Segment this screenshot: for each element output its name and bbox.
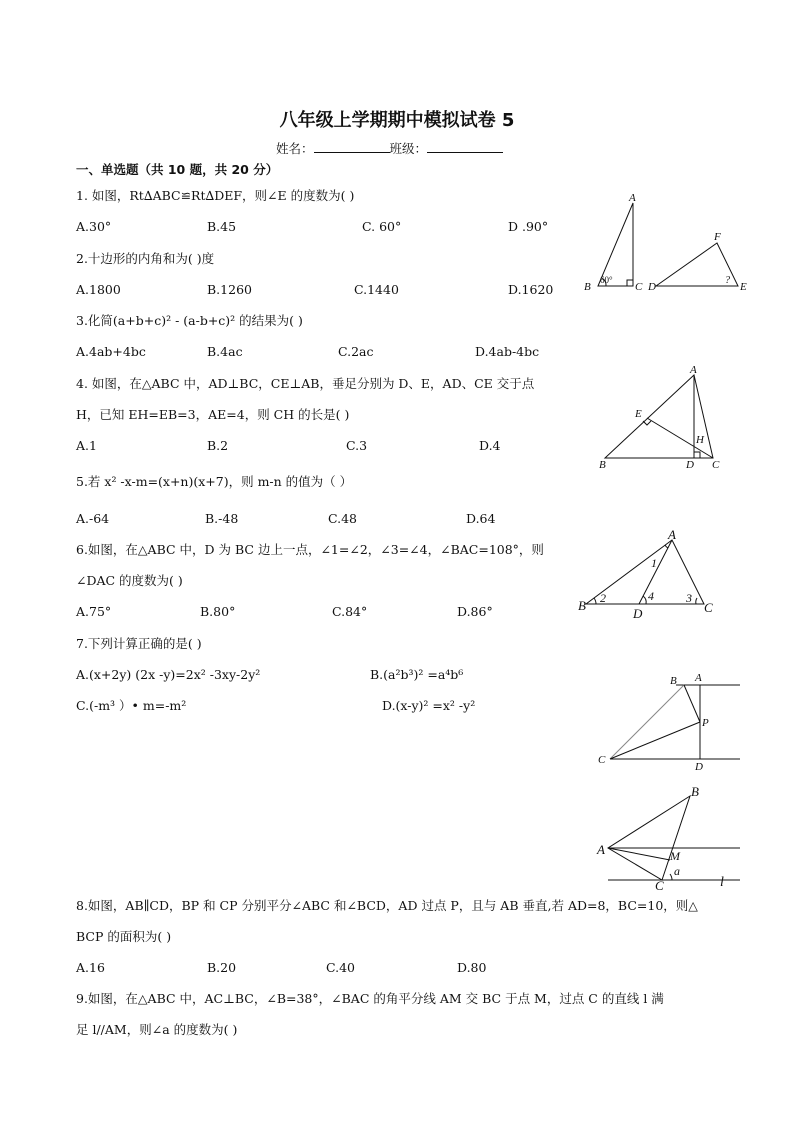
q7-option-c[interactable]: C.(-m³ ）• m=-m² xyxy=(76,698,187,713)
q3-option-d[interactable]: D.4ab-4bc xyxy=(475,344,540,359)
angle-arc-3 xyxy=(696,598,697,604)
fig1-label-d: D xyxy=(648,281,656,293)
q2-option-b[interactable]: B.1260 xyxy=(207,282,252,297)
figure-q4-triangle xyxy=(590,365,740,480)
section-heading: 一、单选题（共 10 题，共 20 分） xyxy=(76,162,279,177)
figure-q9-triangle xyxy=(594,782,744,892)
question-9-stem-line2: 足 l//AM，则∠a 的度数为( ) xyxy=(76,1022,238,1037)
fig2-label-e: E xyxy=(635,408,642,420)
right-angle-mark-d xyxy=(694,452,700,458)
fig4-label-a: A xyxy=(695,672,702,684)
q7-option-b[interactable]: B.(a²b³)² =a⁴b⁶ xyxy=(370,667,464,682)
q1-option-b[interactable]: B.45 xyxy=(207,219,237,234)
question-7-stem: 7.下列计算正确的是( ) xyxy=(76,636,202,651)
fig2-label-h: H xyxy=(696,434,704,446)
fig2-label-b: B xyxy=(599,459,606,471)
q5-option-b[interactable]: B.-48 xyxy=(205,511,239,526)
question-6-stem-line1: 6.如图，在△ABC 中，D 为 BC 边上一点，∠1=∠2，∠3=∠4，∠BAC=108°，则 xyxy=(76,542,544,557)
fig1-label-60: 60° xyxy=(600,275,613,285)
angle-arc-1 xyxy=(665,545,668,548)
fig1-label-e: E xyxy=(740,281,747,293)
segment-ad xyxy=(639,540,672,604)
fig2-label-c: C xyxy=(712,459,720,471)
class-blank[interactable] xyxy=(427,140,503,153)
q2-option-a[interactable]: A.1800 xyxy=(76,282,121,297)
fig1-label-question: ? xyxy=(725,275,730,286)
q1-option-c[interactable]: C. 60° xyxy=(362,219,402,234)
right-angle-mark-c xyxy=(627,280,633,286)
fig2-label-a: A xyxy=(690,364,697,376)
fig5-label-alpha: a xyxy=(674,864,680,878)
question-2-stem: 2.十边形的内角和为( )度 xyxy=(76,251,215,266)
fig1-label-b: B xyxy=(584,281,591,293)
fig5-label-l: l xyxy=(720,875,724,890)
page-title: 八年级上学期期中模拟试卷 5 xyxy=(279,110,515,131)
question-3-stem: 3.化简(a+b+c)² - (a-b+c)² 的结果为( ) xyxy=(76,313,303,328)
q3-option-c[interactable]: C.2ac xyxy=(338,344,374,359)
q8-option-a[interactable]: A.16 xyxy=(76,960,105,975)
question-4-stem-line1: 4. 如图，在△ABC 中，AD⊥BC，CE⊥AB，垂足分别为 D、E，AD、CE 交于点 xyxy=(76,376,535,391)
q5-option-c[interactable]: C.48 xyxy=(328,511,357,526)
question-1-stem: 1. 如图，Rt∆ABC≌Rt∆DEF，则∠E 的度数为( ) xyxy=(76,188,355,203)
right-angle-mark-e xyxy=(643,421,651,425)
question-8-stem-line1: 8.如图，AB∥CD，BP 和 CP 分别平分∠ABC 和∠BCD，AD 过点 P，且与 AB 垂直,若 AD=8，BC=10，则△ xyxy=(76,898,698,913)
q6-option-a[interactable]: A.75° xyxy=(76,604,112,619)
fig1-label-c: C xyxy=(635,281,643,293)
figure-q8-parallel xyxy=(594,670,744,775)
question-9-stem-line1: 9.如图，在△ABC 中，AC⊥BC，∠B=38°，∠BAC 的角平分线 AM 交 BC 于点 M，过点 C 的直线 l 满 xyxy=(76,991,664,1006)
q5-option-a[interactable]: A.-64 xyxy=(76,511,110,526)
q6-option-c[interactable]: C.84° xyxy=(332,604,368,619)
q1-option-a[interactable]: A.30° xyxy=(76,219,112,234)
fig3-label-c: C xyxy=(704,600,713,615)
q3-option-b[interactable]: B.4ac xyxy=(207,344,243,359)
question-4-stem-line2: H，已知 EH=EB=3，AE=4，则 CH 的长是( ) xyxy=(76,407,350,422)
q5-option-d[interactable]: D.64 xyxy=(466,511,496,526)
question-6-stem-line2: ∠DAC 的度数为( ) xyxy=(76,573,183,588)
q2-option-d[interactable]: D.1620 xyxy=(508,282,554,297)
fig3-label-3: 3 xyxy=(686,591,692,605)
fig3-label-2: 2 xyxy=(600,591,606,605)
segment-bp xyxy=(684,685,700,722)
q3-option-a[interactable]: A.4ab+4bc xyxy=(76,344,146,359)
segment-cp xyxy=(610,722,700,759)
fig5-label-m: M xyxy=(670,849,680,863)
fig3-label-b: B xyxy=(578,598,586,613)
q7-option-a[interactable]: A.(x+2y) (2x -y)=2x² -3xy-2y² xyxy=(76,667,261,682)
fig3-label-4: 4 xyxy=(648,589,654,603)
fig4-label-d: D xyxy=(695,761,703,773)
fig3-label-1: 1 xyxy=(651,556,657,570)
fig5-label-b: B xyxy=(691,784,699,799)
q1-option-d[interactable]: D .90° xyxy=(508,219,549,234)
fig2-label-d: D xyxy=(686,459,694,471)
fig4-label-c: C xyxy=(598,754,606,766)
q7-option-d[interactable]: D.(x-y)² =x² -y² xyxy=(382,698,476,713)
q4-option-b[interactable]: B.2 xyxy=(207,438,229,453)
q4-option-a[interactable]: A.1 xyxy=(76,438,97,453)
q8-option-d[interactable]: D.80 xyxy=(457,960,487,975)
question-8-stem-line2: BCP 的面积为( ) xyxy=(76,929,172,944)
q8-option-c[interactable]: C.40 xyxy=(326,960,355,975)
segment-bc xyxy=(610,685,684,759)
angle-arc-2 xyxy=(594,598,596,604)
triangle-abc xyxy=(598,203,633,286)
class-label: 班级： xyxy=(389,141,428,156)
student-info xyxy=(276,140,503,157)
q4-option-d[interactable]: D.4 xyxy=(479,438,501,453)
q6-option-d[interactable]: D.86° xyxy=(457,604,493,619)
figure-q1-triangles xyxy=(580,190,760,300)
fig1-label-a: A xyxy=(629,192,636,204)
q4-option-c[interactable]: C.3 xyxy=(346,438,368,453)
fig3-label-a: A xyxy=(668,527,676,542)
fig4-label-p: P xyxy=(702,717,709,729)
question-5-stem: 5.若 x² -x-m=(x+n)(x+7)，则 m-n 的值为（ ） xyxy=(76,474,353,489)
fig5-label-c: C xyxy=(655,878,664,893)
fig4-label-b: B xyxy=(670,675,677,687)
fig1-label-f: F xyxy=(714,231,721,243)
angle-arc-4 xyxy=(643,596,646,604)
name-blank[interactable] xyxy=(314,140,390,153)
angle-arc-a xyxy=(670,874,672,880)
q8-option-b[interactable]: B.20 xyxy=(207,960,237,975)
figure-q6-triangle xyxy=(576,527,726,625)
fig5-label-a: A xyxy=(597,842,605,857)
fig3-label-d: D xyxy=(633,606,643,621)
q6-option-b[interactable]: B.80° xyxy=(200,604,236,619)
name-label: 姓名： xyxy=(276,141,314,156)
q2-option-c[interactable]: C.1440 xyxy=(354,282,399,297)
